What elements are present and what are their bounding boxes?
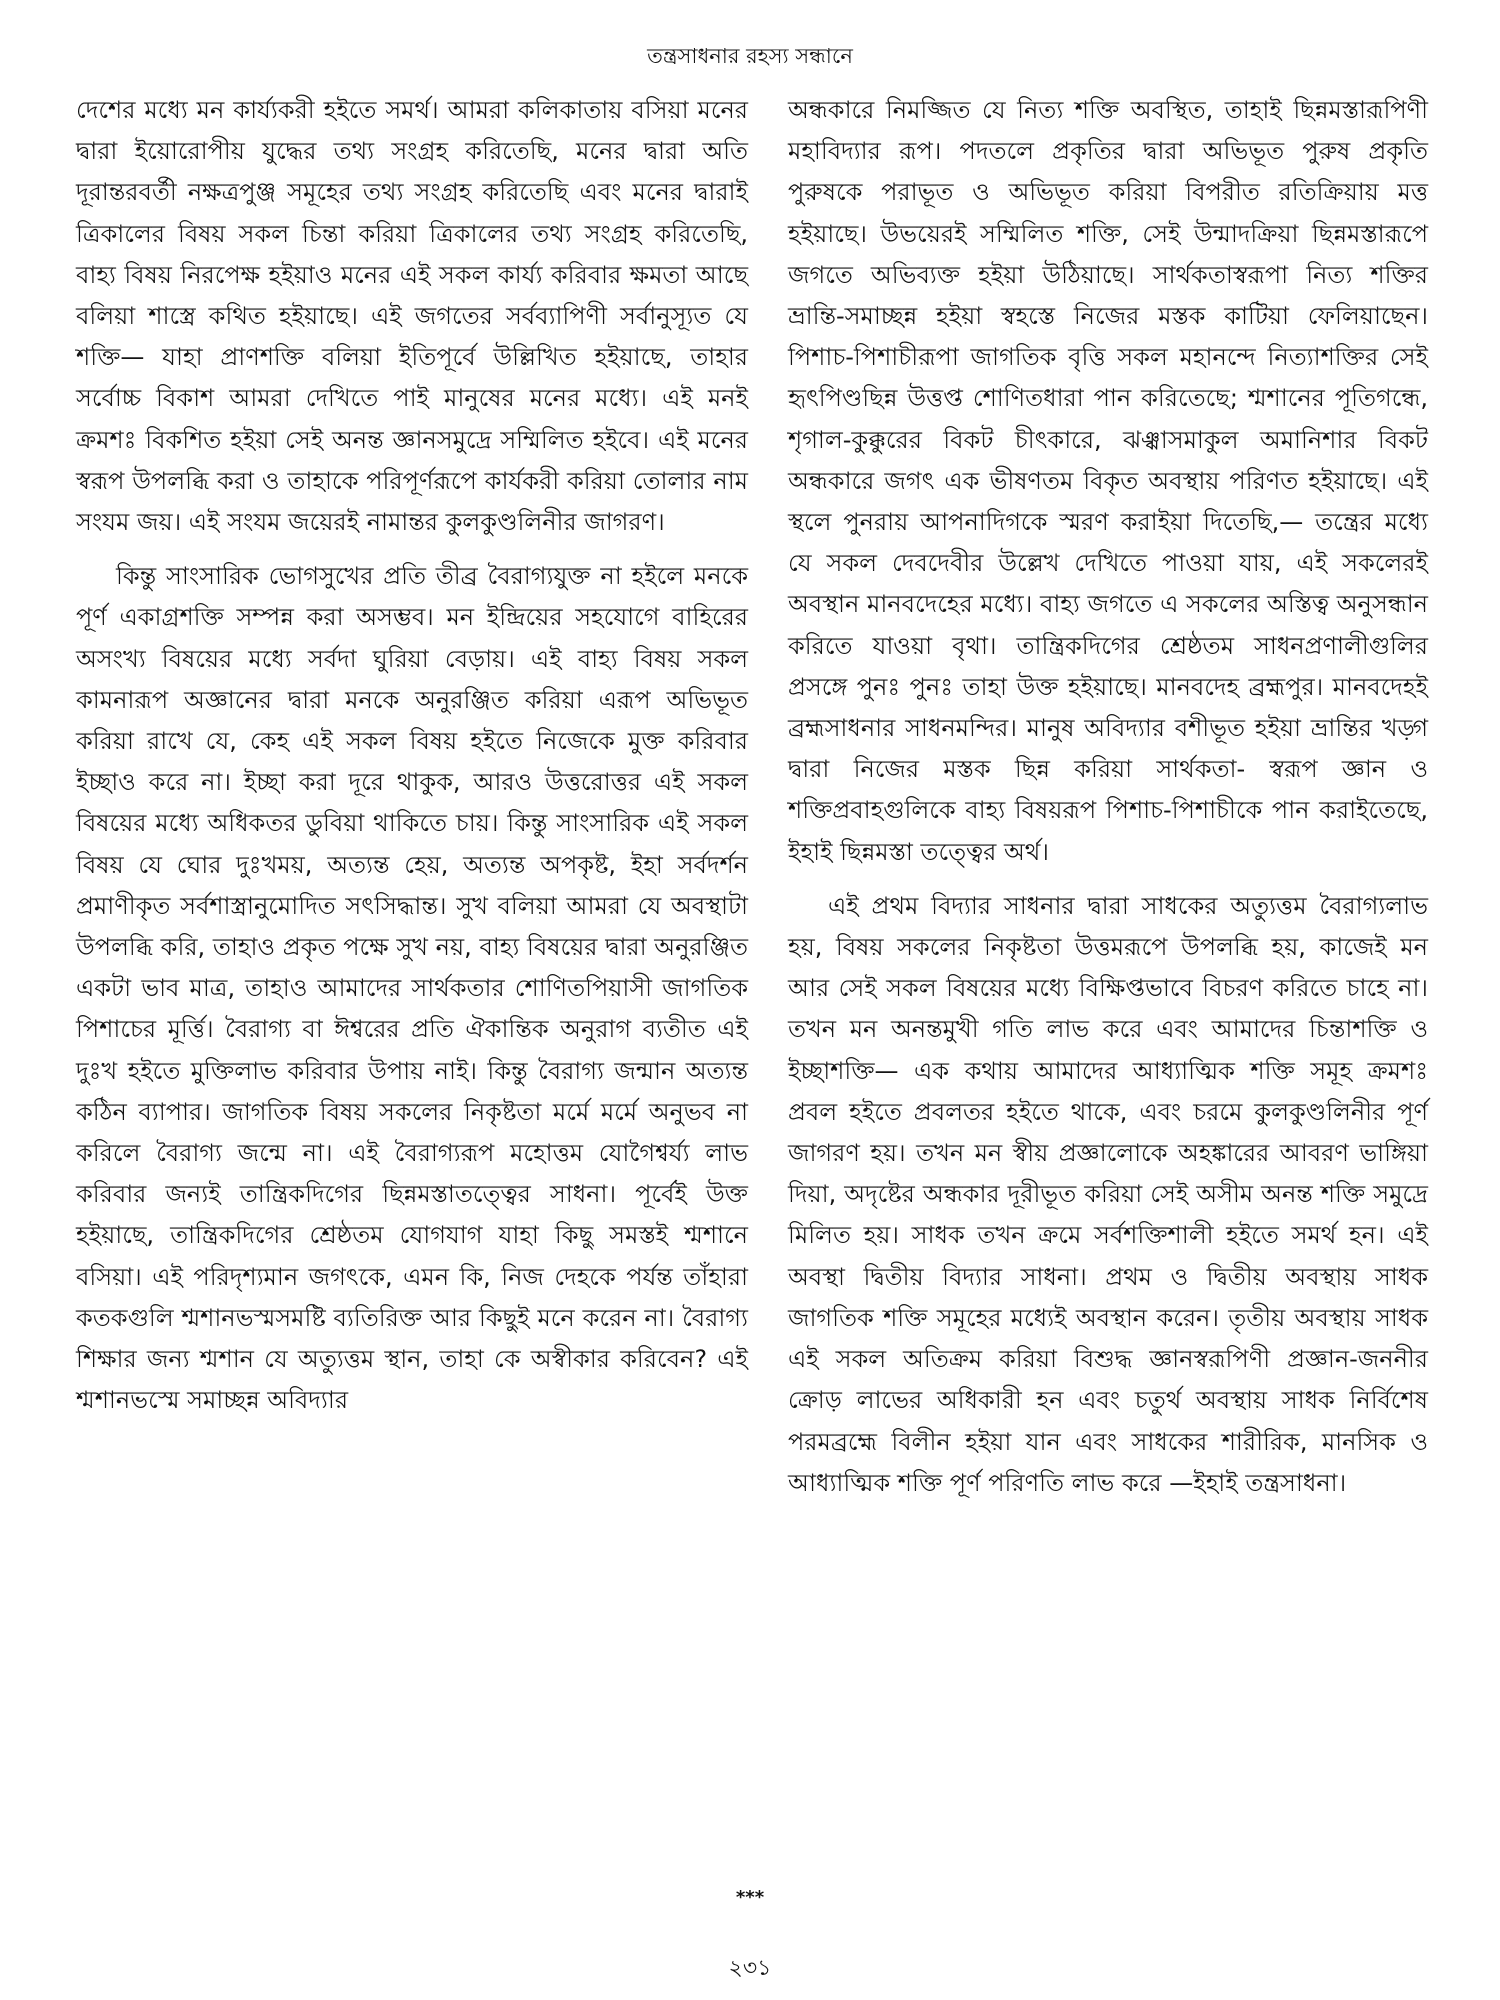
left-paragraph-2: কিন্তু সাংসারিক ভোগসুখের প্রতি তীব্র বৈরাগ্যযুক্ত না হইলে মনকে পূর্ণ একাগ্রশক্তি সম্পন্ন করা অসম্ভব। মন ইন্দ্রিয়ের সহযোগে বাহিরের অসংখ্য বিষয়ের মধ্যে সর্বদা ঘুরিয়া বেড়ায়। এই বাহ্য বিষয় সকল কামনারূপ অজ্ঞানের দ্বারা মনকে অনুরঞ্জিত করিয়া এরূপ অভিভূত করিয়া রাখে যে, কেহ এই সকল বিষয় হইতে নিজেকে মুক্ত করিবার ইচ্ছাও করে না। ইচ্ছা করা দূরে থাকুক, আরও উত্তরোত্তর এই সকল বিষয়ের মধ্যে অধিকতর ডুবিয়া থাকিতে চায়। কিন্তু সাংসারিক এই সকল বিষয় যে ঘোর দুঃখময়, অত্যন্ত হেয়, অত্যন্ত অপকৃষ্ট, ইহা সর্বদর্শন প্রমাণীকৃত সর্বশাস্ত্রানুমোদিত সৎসিদ্ধান্ত। সুখ বলিয়া আমরা যে অবস্থাটা উপলব্ধি করি, তাহাও প্রকৃত পক্ষে সুখ নয়, বাহ্য বিষয়ের দ্বারা অনুরঞ্জিত একটা ভাব মাত্র, তাহাও আমাদের সার্থকতার শোণিতপিয়াসী জাগতিক পিশাচের মূর্ত্তি। বৈরাগ্য বা ঈশ্বরের প্রতি ঐকান্তিক অনুরাগ ব্যতীত এই দুঃখ হইতে মুক্তিলাভ করিবার উপায় নাই। কিন্তু বৈরাগ্য জন্মান অত্যন্ত কঠিন ব্যাপার। জাগতিক বিষয় সকলের নিকৃষ্টতা মর্মে মর্মে অনুভব না করিলে বৈরাগ্য জন্মে না। এই বৈরাগ্যরূপ মহোত্তম যোগৈশ্বর্য্য লাভ করিবার জন্যই তান্ত্রিকদিগের ছিন্নমস্তাতত্ত্বের সাধনা। পূর্বেই উক্ত হইয়াছে, তান্ত্রিকদিগের শ্রেষ্ঠতম যোগযাগ যাহা কিছু সমস্তই শ্মশানে বসিয়া। এই পরিদৃশ্যমান জগৎকে, এমন কি, নিজ দেহকে পর্যন্ত তাঁহারা কতকগুলি শ্মশানভস্মসমষ্টি ব্যতিরিক্ত আর কিছুই মনে করেন না। বৈরাগ্য শিক্ষার জন্য শ্মশান যে অত্যুত্তম স্থান, তাহা কে অস্বীকার করিবেন? এই শ্মশানভস্মে সমাচ্ছন্ন অবিদ্যার	[76, 562, 748, 1415]
page-number: ২৩১	[728, 1956, 772, 1981]
left-paragraph-1: দেশের মধ্যে মন কার্য্যকরী হইতে সমর্থ। আমরা কলিকাতায় বসিয়া মনের দ্বারা ইয়োরোপীয় যুদ্ধের তথ্য সংগ্রহ করিতেছি, মনের দ্বারা অতি দূরান্তরবর্তী নক্ষত্রপুঞ্জ সমূহের তথ্য সংগ্রহ করিতেছি এবং মনের দ্বারাই ত্রিকালের বিষয় সকল চিন্তা করিয়া ত্রিকালের তথ্য সংগ্রহ করিতেছি, বাহ্য বিষয় নিরপেক্ষ হইয়াও মনের এই সকল কার্য্য করিবার ক্ষমতা আছে বলিয়া শাস্ত্রে কথিত হইয়াছে। এই জগতের সর্বব্যাপিণী সর্বানুস্যূত যে শক্তি— যাহা প্রাণশক্তি বলিয়া ইতিপূর্বে উল্লিখিত হইয়াছে, তাহার সর্বোচ্চ বিকাশ আমরা দেখিতে পাই মানুষের মনের মধ্যে। এই মনই ক্রমশঃ বিকশিত হইয়া সেই অনন্ত জ্ঞানসমুদ্রে সম্মিলিত হইবে। এই মনের স্বরূপ উপলব্ধি করা ও তাহাকে পরিপূর্ণরূপে কার্যকরী করিয়া তোলার নাম সংযম জয়। এই সংযম জয়েরই নামান্তর কুলকুণ্ডলিনীর জাগরণ।	[76, 96, 748, 537]
right-paragraph-2: এই প্রথম বিদ্যার সাধনার দ্বারা সাধকের অত্যুত্তম বৈরাগ্যলাভ হয়, বিষয় সকলের নিকৃষ্টতা উত্তমরূপে উপলব্ধি হয়, কাজেই মন আর সেই সকল বিষয়ের মধ্যে বিক্ষিপ্তভাবে বিচরণ করিতে চাহে না। তখন মন অনন্তমুখী গতি লাভ করে এবং আমাদের চিন্তাশক্তি ও ইচ্ছাশক্তি— এক কথায় আমাদের আধ্যাত্মিক শক্তি সমূহ ক্রমশঃ প্রবল হইতে প্রবলতর হইতে থাকে, এবং চরমে কুলকুণ্ডলিনীর পূর্ণ জাগরণ হয়। তখন মন স্বীয় প্রজ্ঞালোকে অহঙ্কারের আবরণ ভাঙ্গিয়া দিয়া, অদৃষ্টের অন্ধকার দূরীভূত করিয়া সেই অসীম অনন্ত শক্তি সমুদ্রে মিলিত হয়। সাধক তখন ক্রমে সর্বশক্তিশালী হইতে সমর্থ হন। এই অবস্থা দ্বিতীয় বিদ্যার সাধনা। প্রথম ও দ্বিতীয় অবস্থায় সাধক জাগতিক শক্তি সমূহের মধ্যেই অবস্থান করেন। তৃতীয় অবস্থায় সাধক এই সকল অতিক্রম করিয়া বিশুদ্ধ জ্ঞানস্বরূপিণী প্রজ্ঞান-জননীর ক্রোড় লাভের অধিকারী হন এবং চতুর্থ অবস্থায় সাধক নির্বিশেষ পরমব্রহ্মে বিলীন হইয়া যান এবং সাধকের শারীরিক, মানসিক ও আধ্যাত্মিক শক্তি পূর্ণ পরিণতি লাভ করে —ইহাই তন্ত্রসাধনা।	[788, 891, 1428, 1497]
section-separator: ***	[735, 1887, 765, 1908]
running-header: তন্ত্রসাধনার রহস্য সন্ধানে	[647, 44, 853, 68]
left-column	[76, 90, 748, 1435]
right-paragraph-1: অন্ধকারে নিমজ্জিত যে নিত্য শক্তি অবস্থিত, তাহাই ছিন্নমস্তারূপিণী মহাবিদ্যার রূপ। পদতলে প্রকৃতির দ্বারা অভিভূত পুরুষ প্রকৃতি পুরুষকে পরাভূত ও অভিভূত করিয়া বিপরীত রতিক্রিয়ায় মত্ত হইয়াছে। উভয়েরই সম্মিলিত শক্তি, সেই উন্মাদক্রিয়া ছিন্নমস্তারূপে জগতে অভিব্যক্ত হইয়া উঠিয়াছে। সার্থকতাস্বরূপা নিত্য শক্তির ভ্রান্তি-সমাচ্ছন্ন হইয়া স্বহস্তে নিজের মস্তক কাটিয়া ফেলিয়াছেন। পিশাচ-পিশাচীরূপা জাগতিক বৃত্তি সকল মহানন্দে নিত্যাশক্তির সেই হৃৎপিণ্ডছিন্ন উত্তপ্ত শোণিতধারা পান করিতেছে; শ্মশানের পূতিগন্ধে, শৃগাল-কুক্কুরের বিকট চীৎকারে, ঝঞ্ঝাসমাকুল অমানিশার বিকট অন্ধকারে জগৎ এক ভীষণতম বিকৃত অবস্থায় পরিণত হইয়াছে। এই স্থলে পুনরায় আপনাদিগকে স্মরণ করাইয়া দিতেছি,— তন্ত্রের মধ্যে যে সকল দেবদেবীর উল্লেখ দেখিতে পাওয়া যায়, এই সকলেরই অবস্থান মানবদেহের মধ্যে। বাহ্য জগতে এ সকলের অস্তিত্ব অনুসন্ধান করিতে যাওয়া বৃথা। তান্ত্রিকদিগের শ্রেষ্ঠতম সাধনপ্রণালীগুলির প্রসঙ্গে পুনঃ পুনঃ তাহা উক্ত হইয়াছে। মানবদেহ ব্রহ্মপুর। মানবদেহই ব্রহ্মসাধনার সাধনমন্দির। মানুষ অবিদ্যার বশীভূত হইয়া ভ্রান্তির খড়্গ দ্বারা নিজের মস্তক ছিন্ন করিয়া সার্থকতা- স্বরূপ জ্ঞান ও শক্তিপ্রবাহগুলিকে বাহ্য বিষয়রূপ পিশাচ-পিশাচীকে পান করাইতেছে, ইহাই ছিন্নমস্তা তত্ত্বের অর্থ।	[788, 96, 1428, 866]
right-column	[788, 90, 1428, 1517]
